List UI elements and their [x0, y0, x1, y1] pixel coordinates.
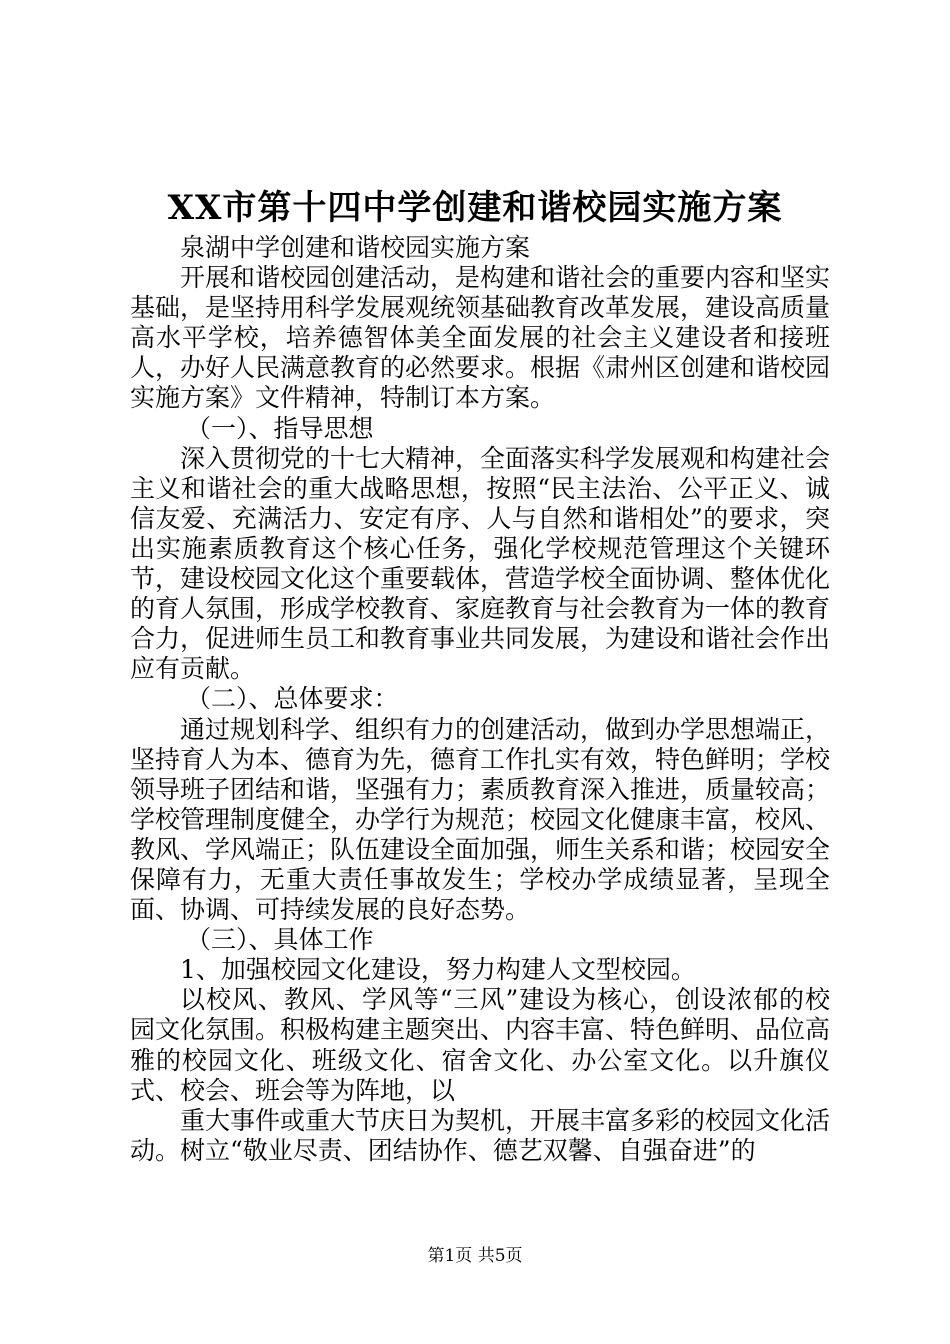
section-heading-overall-requirements: （二）、总体要求： — [186, 684, 399, 714]
paragraph-item-1-heading: 1、加强校园文化建设，努力构建人文型校园。 — [180, 955, 696, 985]
section-heading-guiding-thought: （一）、指导思想 — [186, 413, 374, 443]
paragraph-item-1-continued: 重大事件或重大节庆日为契机，开展丰富多彩的校园文化活动。树立“敬业尽责、团结协作、德艺双馨、自强奋进”的 — [130, 1105, 831, 1165]
paragraph-subtitle: 泉湖中学创建和谐校园实施方案 — [180, 233, 531, 262]
section-heading-specific-work: （三）、具体工作 — [186, 925, 374, 955]
document-body — [130, 233, 830, 1166]
document-title: XX市第十四中学创建和谐校园实施方案 — [167, 188, 783, 228]
paragraph-item-1-body: 以校风、教风、学风等“三风”建设为核心，创设浓郁的校园文化氛围。积极构建主题突出、内容丰富、特色鲜明、品位高雅的校园文化、班级文化、宿舍文化、办公室文化。以升旗仪式、校会、班会等为阵地，以 — [130, 985, 831, 1105]
page-footer: 第1页 共5页 — [427, 1246, 523, 1266]
paragraph-intro: 开展和谐校园创建活动，是构建和谐社会的重要内容和坚实基础，是坚持用科学发展观统领基础教育改革发展，建设高质量高水平学校，培养德智体美全面发展的社会主义建设者和接班人，办好人民满意教育的必然要求。根据《肃州区创建和谐校园实施方案》文件精神，特制订本方案。 — [130, 263, 831, 413]
paragraph-guiding-thought: 深入贯彻党的十七大精神，全面落实科学发展观和构建社会主义和谐社会的重大战略思想，按照“民主法治、公平正义、诚信友爱、充满活力、安定有序、人与自然和谐相处”的要求，突出实施素质教育这个核心任务，强化学校规范管理这个关键环节，建设校园文化这个重要载体，营造学校全面协调、整体优化的育人氛围，形成学校教育、家庭教育与社会教育为一体的教育合力，促进师生员工和教育事业共同发展，为建设和谐社会作出应有贡献。 — [130, 443, 831, 684]
paragraph-overall-requirements: 通过规划科学、组织有力的创建活动，做到办学思想端正，坚持育人为本、德育为先，德育工作扎实有效，特色鲜明；学校领导班子团结和谐，坚强有力；素质教育深入推进，质量较高；学校管理制度健全，办学行为规范；校园文化健康丰富，校风、教风、学风端正；队伍建设全面加强，师生关系和谐；校园安全保障有力，无重大责任事故发生；学校办学成绩显著，呈现全面、协调、可持续发展的良好态势。 — [130, 714, 831, 925]
